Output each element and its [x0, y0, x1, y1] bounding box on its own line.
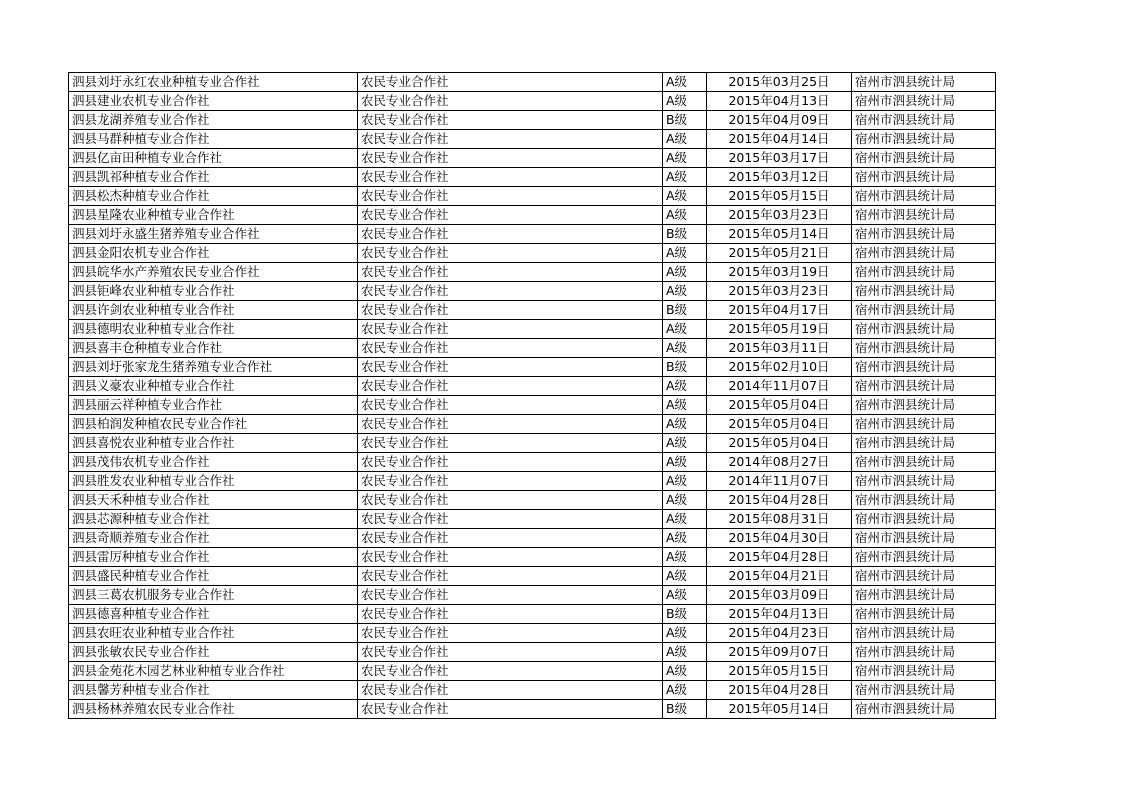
issuing-authority-cell: 宿州市泗县统计局 — [852, 510, 996, 529]
organization-type-cell: 农民专业合作社 — [358, 662, 663, 681]
table-row — [69, 662, 996, 681]
cooperative-name-cell: 泗县建业农机专业合作社 — [69, 92, 358, 111]
issuing-authority-cell: 宿州市泗县统计局 — [852, 377, 996, 396]
table-row — [69, 700, 996, 719]
issuing-authority-cell: 宿州市泗县统计局 — [852, 681, 996, 700]
rating-grade-cell: B级 — [663, 358, 707, 377]
rating-grade-cell: A级 — [663, 130, 707, 149]
cooperative-name-cell: 泗县张敏农民专业合作社 — [69, 643, 358, 662]
table-row — [69, 187, 996, 206]
cooperative-name-cell: 泗县松杰种植专业合作社 — [69, 187, 358, 206]
organization-type-cell: 农民专业合作社 — [358, 624, 663, 643]
rating-date-cell: 2015年04月28日 — [707, 548, 852, 567]
cooperative-name-cell: 泗县义豪农业种植专业合作社 — [69, 377, 358, 396]
rating-grade-cell: A级 — [663, 377, 707, 396]
rating-grade-cell: A级 — [663, 529, 707, 548]
issuing-authority-cell: 宿州市泗县统计局 — [852, 168, 996, 187]
issuing-authority-cell: 宿州市泗县统计局 — [852, 206, 996, 225]
table-row — [69, 92, 996, 111]
cooperative-name-cell: 泗县盛民种植专业合作社 — [69, 567, 358, 586]
cooperative-name-cell: 泗县三葛农机服务专业合作社 — [69, 586, 358, 605]
organization-type-cell: 农民专业合作社 — [358, 206, 663, 225]
rating-date-cell: 2015年04月09日 — [707, 111, 852, 130]
rating-grade-cell: A级 — [663, 206, 707, 225]
table-row — [69, 396, 996, 415]
cooperative-name-cell: 泗县雷厉种植专业合作社 — [69, 548, 358, 567]
rating-date-cell: 2014年08月27日 — [707, 453, 852, 472]
rating-date-cell: 2015年05月15日 — [707, 662, 852, 681]
cooperative-name-cell: 泗县龙湖养殖专业合作社 — [69, 111, 358, 130]
rating-date-cell: 2015年03月09日 — [707, 586, 852, 605]
cooperative-name-cell: 泗县喜悦农业种植专业合作社 — [69, 434, 358, 453]
table-row — [69, 206, 996, 225]
issuing-authority-cell: 宿州市泗县统计局 — [852, 434, 996, 453]
issuing-authority-cell: 宿州市泗县统计局 — [852, 662, 996, 681]
issuing-authority-cell: 宿州市泗县统计局 — [852, 453, 996, 472]
rating-grade-cell: B级 — [663, 700, 707, 719]
issuing-authority-cell: 宿州市泗县统计局 — [852, 358, 996, 377]
organization-type-cell: 农民专业合作社 — [358, 320, 663, 339]
rating-grade-cell: A级 — [663, 662, 707, 681]
table-row — [69, 472, 996, 491]
rating-grade-cell: A级 — [663, 282, 707, 301]
table-row — [69, 586, 996, 605]
rating-date-cell: 2015年05月04日 — [707, 415, 852, 434]
rating-date-cell: 2015年03月23日 — [707, 206, 852, 225]
table-body — [69, 73, 996, 719]
rating-grade-cell: A级 — [663, 548, 707, 567]
organization-type-cell: 农民专业合作社 — [358, 149, 663, 168]
rating-date-cell: 2014年11月07日 — [707, 472, 852, 491]
rating-date-cell: 2015年04月13日 — [707, 92, 852, 111]
issuing-authority-cell: 宿州市泗县统计局 — [852, 605, 996, 624]
cooperative-name-cell: 泗县刘圩永盛生猪养殖专业合作社 — [69, 225, 358, 244]
issuing-authority-cell: 宿州市泗县统计局 — [852, 624, 996, 643]
table-row — [69, 320, 996, 339]
cooperative-name-cell: 泗县亿亩田种植专业合作社 — [69, 149, 358, 168]
rating-date-cell: 2015年03月17日 — [707, 149, 852, 168]
rating-grade-cell: A级 — [663, 510, 707, 529]
table-row — [69, 358, 996, 377]
table-row — [69, 282, 996, 301]
issuing-authority-cell: 宿州市泗县统计局 — [852, 339, 996, 358]
organization-type-cell: 农民专业合作社 — [358, 301, 663, 320]
rating-date-cell: 2015年04月13日 — [707, 605, 852, 624]
cooperative-name-cell: 泗县金阳农机专业合作社 — [69, 244, 358, 263]
rating-grade-cell: A级 — [663, 643, 707, 662]
rating-date-cell: 2015年04月30日 — [707, 529, 852, 548]
rating-grade-cell: A级 — [663, 415, 707, 434]
rating-grade-cell: B级 — [663, 605, 707, 624]
table-row — [69, 225, 996, 244]
cooperative-name-cell: 泗县德明农业种植专业合作社 — [69, 320, 358, 339]
rating-grade-cell: A级 — [663, 491, 707, 510]
table-row — [69, 377, 996, 396]
cooperative-name-cell: 泗县喜丰仓种植专业合作社 — [69, 339, 358, 358]
cooperative-name-cell: 泗县马群种植专业合作社 — [69, 130, 358, 149]
rating-date-cell: 2015年03月19日 — [707, 263, 852, 282]
organization-type-cell: 农民专业合作社 — [358, 510, 663, 529]
rating-date-cell: 2015年03月11日 — [707, 339, 852, 358]
organization-type-cell: 农民专业合作社 — [358, 282, 663, 301]
issuing-authority-cell: 宿州市泗县统计局 — [852, 567, 996, 586]
organization-type-cell: 农民专业合作社 — [358, 643, 663, 662]
organization-type-cell: 农民专业合作社 — [358, 225, 663, 244]
cooperative-name-cell: 泗县钜峰农业种植专业合作社 — [69, 282, 358, 301]
organization-type-cell: 农民专业合作社 — [358, 339, 663, 358]
table-row — [69, 263, 996, 282]
rating-grade-cell: B级 — [663, 111, 707, 130]
issuing-authority-cell: 宿州市泗县统计局 — [852, 244, 996, 263]
issuing-authority-cell: 宿州市泗县统计局 — [852, 586, 996, 605]
cooperative-name-cell: 泗县丽云祥种植专业合作社 — [69, 396, 358, 415]
rating-grade-cell: B级 — [663, 225, 707, 244]
rating-grade-cell: A级 — [663, 624, 707, 643]
organization-type-cell: 农民专业合作社 — [358, 111, 663, 130]
table-row — [69, 168, 996, 187]
organization-type-cell: 农民专业合作社 — [358, 700, 663, 719]
rating-date-cell: 2015年05月04日 — [707, 434, 852, 453]
issuing-authority-cell: 宿州市泗县统计局 — [852, 548, 996, 567]
rating-date-cell: 2015年05月04日 — [707, 396, 852, 415]
cooperative-name-cell: 泗县馨芳种植专业合作社 — [69, 681, 358, 700]
rating-date-cell: 2015年03月25日 — [707, 73, 852, 92]
cooperative-name-cell: 泗县凯祁种植专业合作社 — [69, 168, 358, 187]
rating-date-cell: 2015年04月23日 — [707, 624, 852, 643]
cooperative-name-cell: 泗县芯源种植专业合作社 — [69, 510, 358, 529]
rating-date-cell: 2015年05月14日 — [707, 225, 852, 244]
cooperative-name-cell: 泗县奇顺养殖专业合作社 — [69, 529, 358, 548]
organization-type-cell: 农民专业合作社 — [358, 377, 663, 396]
issuing-authority-cell: 宿州市泗县统计局 — [852, 529, 996, 548]
rating-date-cell: 2015年09月07日 — [707, 643, 852, 662]
rating-grade-cell: A级 — [663, 168, 707, 187]
organization-type-cell: 农民专业合作社 — [358, 548, 663, 567]
table-row — [69, 605, 996, 624]
table-row — [69, 624, 996, 643]
rating-date-cell: 2015年04月14日 — [707, 130, 852, 149]
cooperative-name-cell: 泗县刘圩张家龙生猪养殖专业合作社 — [69, 358, 358, 377]
rating-date-cell: 2015年05月14日 — [707, 700, 852, 719]
rating-grade-cell: A级 — [663, 320, 707, 339]
cooperative-name-cell: 泗县茂伟农机专业合作社 — [69, 453, 358, 472]
cooperative-name-cell: 泗县胜发农业种植专业合作社 — [69, 472, 358, 491]
cooperative-name-cell: 泗县许剑农业种植专业合作社 — [69, 301, 358, 320]
rating-grade-cell: A级 — [663, 92, 707, 111]
issuing-authority-cell: 宿州市泗县统计局 — [852, 643, 996, 662]
table-row — [69, 73, 996, 92]
issuing-authority-cell: 宿州市泗县统计局 — [852, 491, 996, 510]
rating-date-cell: 2015年04月17日 — [707, 301, 852, 320]
cooperative-name-cell: 泗县金苑花木园艺林业种植专业合作社 — [69, 662, 358, 681]
rating-grade-cell: B级 — [663, 301, 707, 320]
table-row — [69, 453, 996, 472]
organization-type-cell: 农民专业合作社 — [358, 472, 663, 491]
table-row — [69, 130, 996, 149]
issuing-authority-cell: 宿州市泗县统计局 — [852, 396, 996, 415]
rating-grade-cell: A级 — [663, 396, 707, 415]
organization-type-cell: 农民专业合作社 — [358, 244, 663, 263]
organization-type-cell: 农民专业合作社 — [358, 130, 663, 149]
cooperative-name-cell: 泗县皖华水产养殖农民专业合作社 — [69, 263, 358, 282]
rating-grade-cell: A级 — [663, 187, 707, 206]
table-row — [69, 681, 996, 700]
organization-type-cell: 农民专业合作社 — [358, 605, 663, 624]
table-row — [69, 149, 996, 168]
organization-type-cell: 农民专业合作社 — [358, 681, 663, 700]
rating-grade-cell: A级 — [663, 472, 707, 491]
rating-date-cell: 2015年04月28日 — [707, 491, 852, 510]
organization-type-cell: 农民专业合作社 — [358, 529, 663, 548]
organization-type-cell: 农民专业合作社 — [358, 168, 663, 187]
table-row — [69, 415, 996, 434]
issuing-authority-cell: 宿州市泗县统计局 — [852, 92, 996, 111]
organization-type-cell: 农民专业合作社 — [358, 358, 663, 377]
rating-date-cell: 2015年03月23日 — [707, 282, 852, 301]
rating-grade-cell: A级 — [663, 149, 707, 168]
organization-type-cell: 农民专业合作社 — [358, 453, 663, 472]
cooperative-name-cell: 泗县刘圩永红农业种植专业合作社 — [69, 73, 358, 92]
organization-type-cell: 农民专业合作社 — [358, 263, 663, 282]
issuing-authority-cell: 宿州市泗县统计局 — [852, 263, 996, 282]
rating-date-cell: 2015年03月12日 — [707, 168, 852, 187]
table-row — [69, 510, 996, 529]
table-row — [69, 301, 996, 320]
rating-grade-cell: A级 — [663, 73, 707, 92]
table-row — [69, 643, 996, 662]
rating-date-cell: 2014年11月07日 — [707, 377, 852, 396]
cooperative-name-cell: 泗县天禾种植专业合作社 — [69, 491, 358, 510]
rating-date-cell: 2015年04月28日 — [707, 681, 852, 700]
issuing-authority-cell: 宿州市泗县统计局 — [852, 111, 996, 130]
rating-grade-cell: A级 — [663, 586, 707, 605]
issuing-authority-cell: 宿州市泗县统计局 — [852, 700, 996, 719]
rating-grade-cell: A级 — [663, 244, 707, 263]
cooperative-name-cell: 泗县农旺农业种植专业合作社 — [69, 624, 358, 643]
organization-type-cell: 农民专业合作社 — [358, 586, 663, 605]
rating-grade-cell: A级 — [663, 681, 707, 700]
table-row — [69, 529, 996, 548]
organization-type-cell: 农民专业合作社 — [358, 567, 663, 586]
cooperative-name-cell: 泗县柏润发种植农民专业合作社 — [69, 415, 358, 434]
rating-grade-cell: A级 — [663, 339, 707, 358]
table-row — [69, 339, 996, 358]
rating-grade-cell: A级 — [663, 453, 707, 472]
issuing-authority-cell: 宿州市泗县统计局 — [852, 320, 996, 339]
table-row — [69, 548, 996, 567]
issuing-authority-cell: 宿州市泗县统计局 — [852, 415, 996, 434]
rating-date-cell: 2015年04月21日 — [707, 567, 852, 586]
issuing-authority-cell: 宿州市泗县统计局 — [852, 130, 996, 149]
cooperative-name-cell: 泗县德喜种植专业合作社 — [69, 605, 358, 624]
organization-type-cell: 农民专业合作社 — [358, 491, 663, 510]
table-row — [69, 244, 996, 263]
issuing-authority-cell: 宿州市泗县统计局 — [852, 282, 996, 301]
issuing-authority-cell: 宿州市泗县统计局 — [852, 73, 996, 92]
issuing-authority-cell: 宿州市泗县统计局 — [852, 149, 996, 168]
issuing-authority-cell: 宿州市泗县统计局 — [852, 301, 996, 320]
rating-date-cell: 2015年02月10日 — [707, 358, 852, 377]
table-row — [69, 434, 996, 453]
rating-grade-cell: A级 — [663, 434, 707, 453]
rating-grade-cell: A级 — [663, 567, 707, 586]
cooperative-name-cell: 泗县杨林养殖农民专业合作社 — [69, 700, 358, 719]
rating-date-cell: 2015年05月19日 — [707, 320, 852, 339]
organization-type-cell: 农民专业合作社 — [358, 187, 663, 206]
issuing-authority-cell: 宿州市泗县统计局 — [852, 187, 996, 206]
rating-date-cell: 2015年08月31日 — [707, 510, 852, 529]
organization-type-cell: 农民专业合作社 — [358, 73, 663, 92]
issuing-authority-cell: 宿州市泗县统计局 — [852, 225, 996, 244]
table-row — [69, 567, 996, 586]
organization-type-cell: 农民专业合作社 — [358, 396, 663, 415]
organization-type-cell: 农民专业合作社 — [358, 434, 663, 453]
cooperative-rating-table — [68, 72, 996, 719]
organization-type-cell: 农民专业合作社 — [358, 415, 663, 434]
rating-date-cell: 2015年05月15日 — [707, 187, 852, 206]
rating-date-cell: 2015年05月21日 — [707, 244, 852, 263]
organization-type-cell: 农民专业合作社 — [358, 92, 663, 111]
issuing-authority-cell: 宿州市泗县统计局 — [852, 472, 996, 491]
table-row — [69, 491, 996, 510]
rating-grade-cell: A级 — [663, 263, 707, 282]
table-row — [69, 111, 996, 130]
cooperative-name-cell: 泗县星隆农业种植专业合作社 — [69, 206, 358, 225]
